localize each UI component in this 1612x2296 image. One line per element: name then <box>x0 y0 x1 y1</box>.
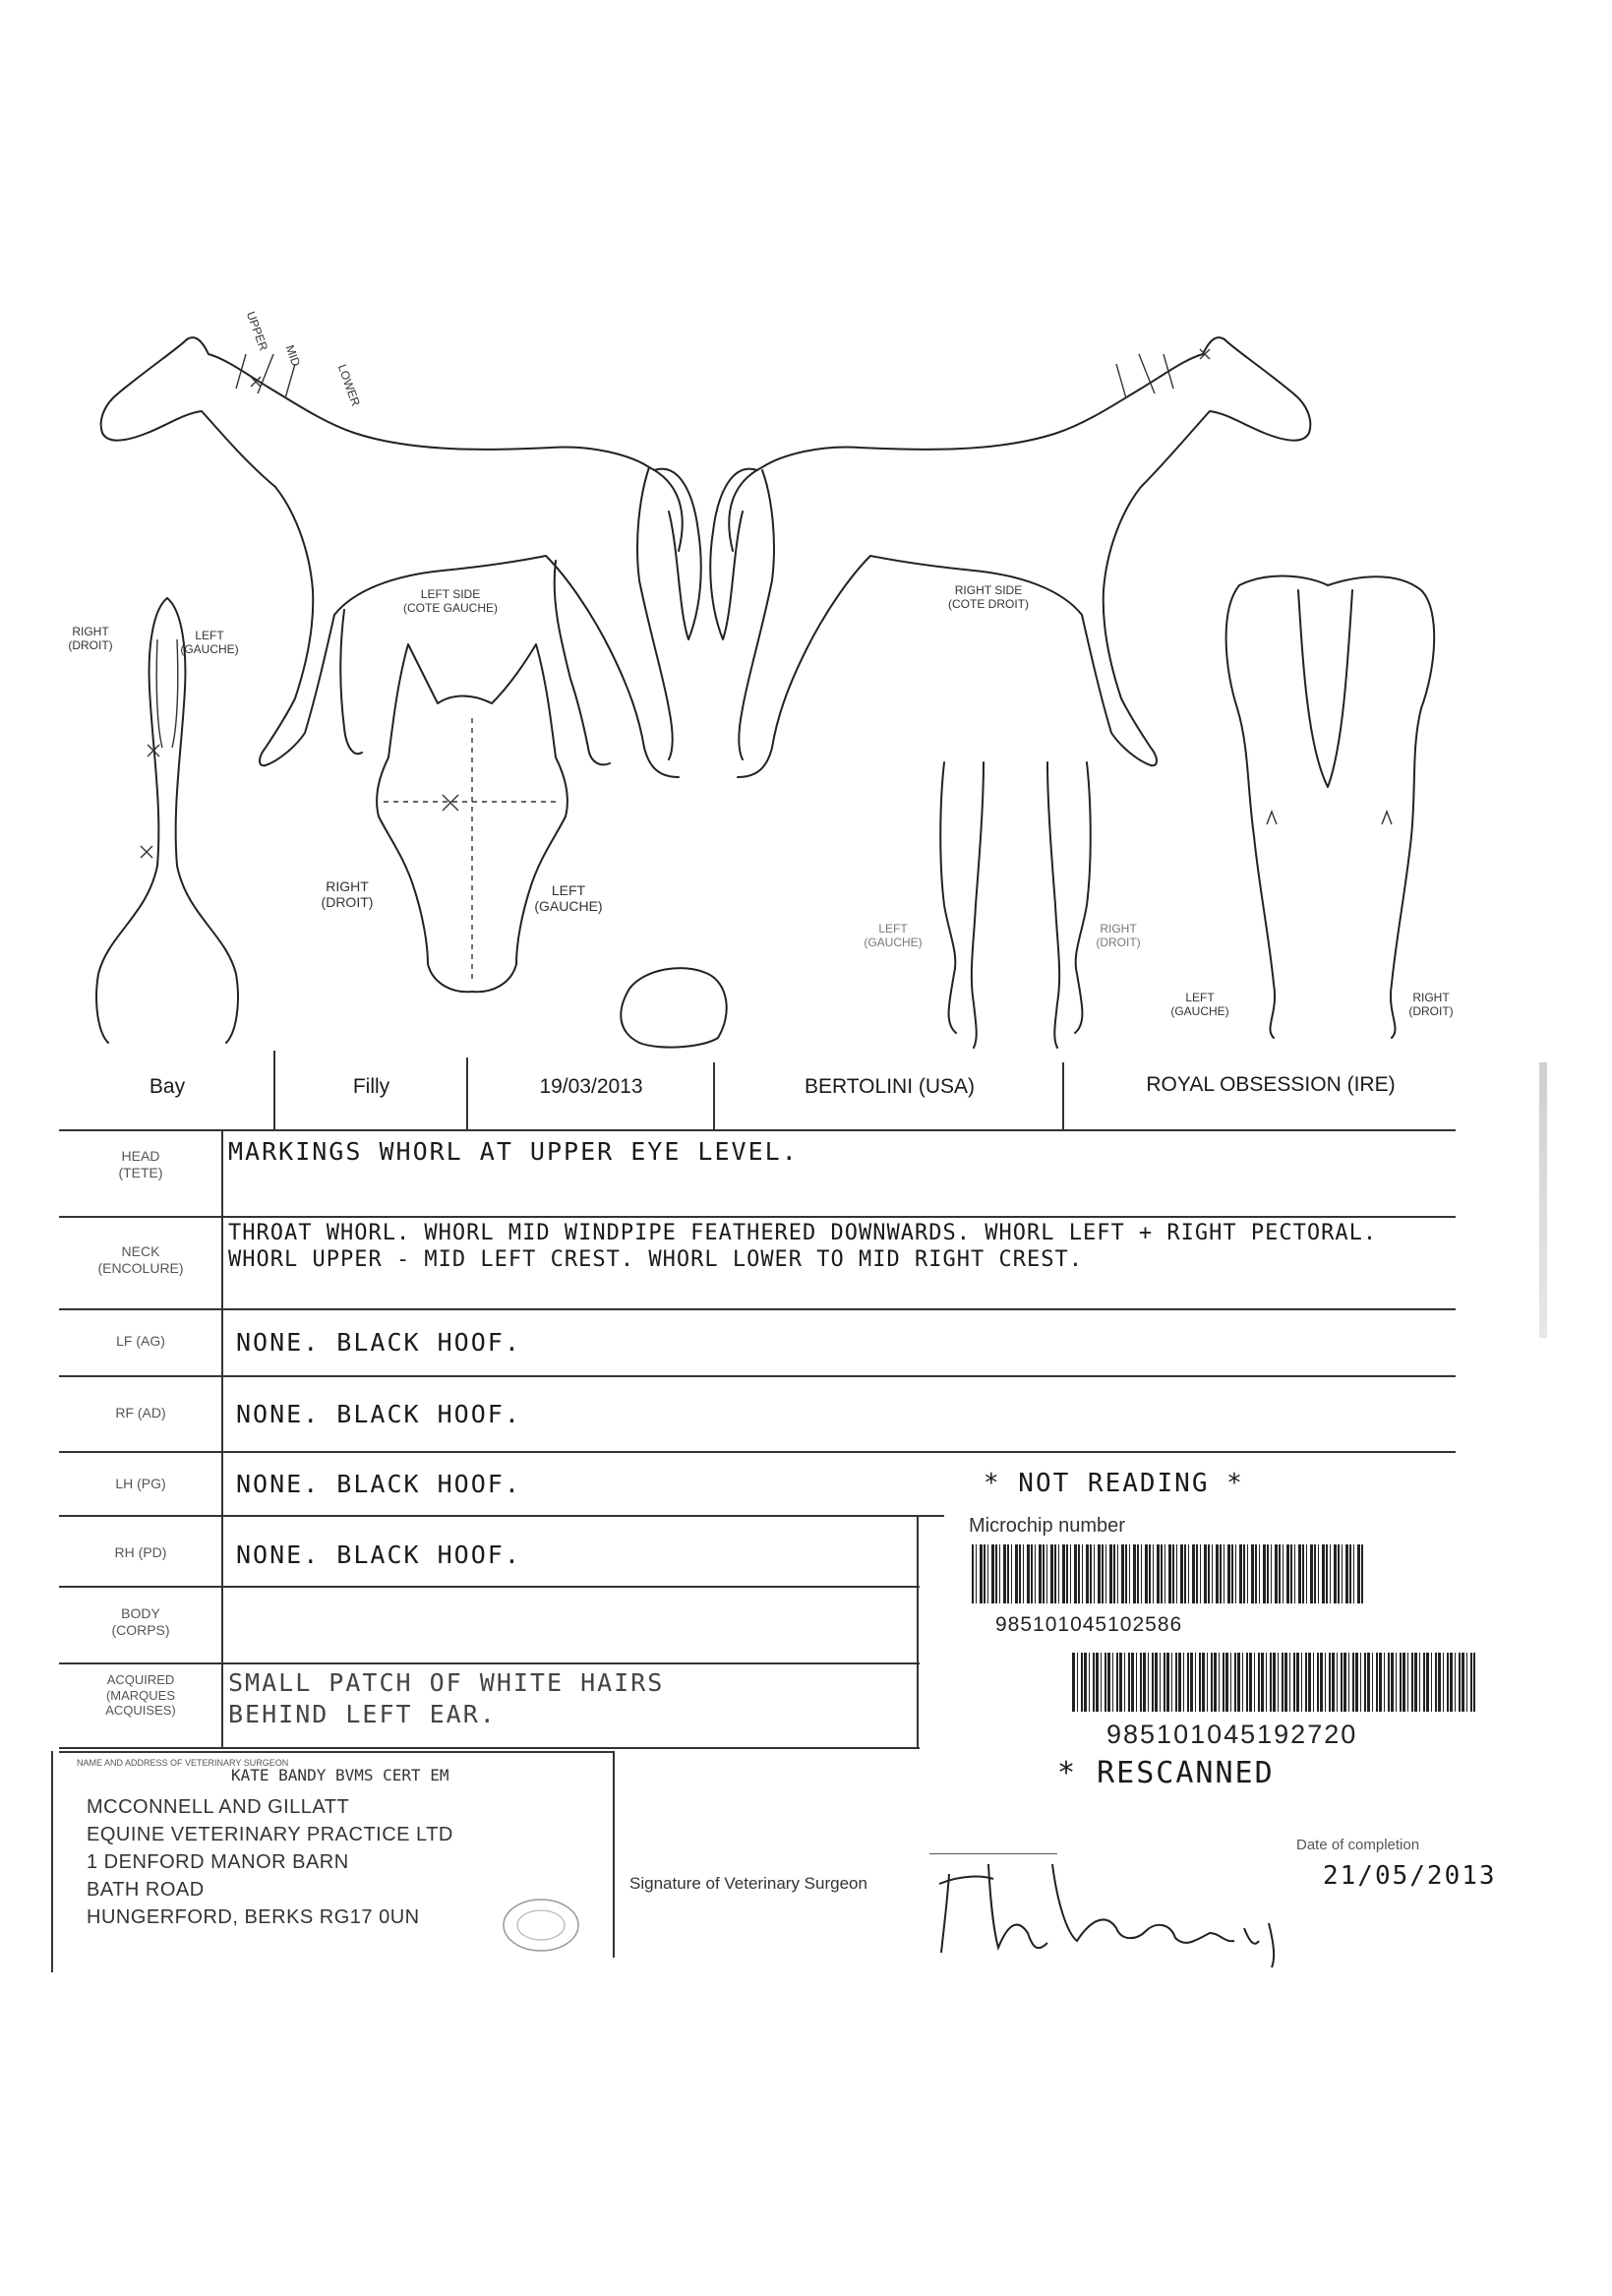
rh-row-label: RH (PD) <box>114 1544 167 1560</box>
microchip-barcode-1 <box>972 1544 1365 1603</box>
dob-value: 19/03/2013 <box>539 1075 643 1098</box>
rf-row-text: NONE. BLACK HOOF. <box>236 1400 521 1428</box>
left-side-horse-drawing <box>101 337 701 777</box>
practice-address <box>87 1793 453 1931</box>
practice-stamp <box>497 1894 585 1958</box>
head-left-label: LEFT (GAUCHE) <box>534 882 603 915</box>
microchip-barcode-2 <box>1072 1653 1475 1712</box>
lf-row-label: LF (AG) <box>116 1333 165 1349</box>
signature-label: Signature of Veterinary Surgeon <box>629 1874 867 1893</box>
horse-outline-diagram <box>0 0 1612 1062</box>
hindquarters-drawing <box>1226 576 1435 1038</box>
date-of-completion-value: 21/05/2013 <box>1323 1861 1497 1891</box>
rear-right-label: RIGHT (DROIT) <box>1408 991 1454 1018</box>
practice-line-5: HUNGERFORD, BERKS RG17 0UN <box>87 1906 420 1928</box>
left-side-label: LEFT SIDE (COTE GAUCHE) <box>403 587 498 615</box>
practice-line-1: MCCONNELL AND GILLATT <box>87 1796 350 1818</box>
microchip-number-2: 985101045192720 <box>1106 1720 1358 1749</box>
body-row-label: BODY (CORPS) <box>111 1605 170 1638</box>
front-right-label: RIGHT (DROIT) <box>1096 922 1141 949</box>
neck-left-label: LEFT (GAUCHE) <box>180 629 239 656</box>
neck-lower-label: LOWER <box>334 362 363 408</box>
acquired-row-label: ACQUIRED (MARQUES ACQUISES) <box>105 1672 176 1719</box>
practice-line-2: EQUINE VETERINARY PRACTICE LTD <box>87 1824 453 1845</box>
microchip-label: Microchip number <box>969 1515 1125 1537</box>
sex-value: Filly <box>352 1075 390 1098</box>
scan-edge-mark <box>1539 1062 1547 1338</box>
sire-value: BERTOLINI (USA) <box>804 1075 976 1098</box>
practice-line-4: BATH ROAD <box>87 1879 205 1901</box>
head-row-label: HEAD (TETE) <box>118 1148 163 1180</box>
microchip-number-1: 985101045102586 <box>995 1613 1183 1636</box>
right-side-label: RIGHT SIDE (COTE DROIT) <box>948 583 1029 611</box>
muzzle-drawing <box>621 968 726 1047</box>
head-front-drawing <box>377 644 567 992</box>
neck-row-label: NECK (ENCOLURE) <box>97 1243 184 1276</box>
neck-upper-label: UPPER <box>243 309 271 353</box>
lh-row-label: LH (PG) <box>115 1476 166 1491</box>
neck-row-text: THROAT WHORL. WHORL MID WINDPIPE FEATHERED DOWNWARDS. WHORL LEFT + RIGHT PECTORAL. WHORL UPPER - MID LEFT CREST. WHORL LOWER TO MID RIGHT CREST. <box>228 1221 1378 1272</box>
vet-section-heading: NAME AND ADDRESS OF VETERINARY SURGEON <box>77 1758 289 1768</box>
neck-underside-drawing <box>96 598 238 1043</box>
dam-value: ROYAL OBSESSION (IRE) <box>1146 1073 1396 1096</box>
lf-row-text: NONE. BLACK HOOF. <box>236 1328 521 1357</box>
front-left-label: LEFT (GAUCHE) <box>864 922 923 949</box>
microchip-rescan-note: * RESCANNED <box>1057 1756 1275 1790</box>
rh-row-text: NONE. BLACK HOOF. <box>236 1541 521 1569</box>
acquired-row-text: SMALL PATCH OF WHITE HAIRS BEHIND LEFT EAR. <box>228 1668 665 1728</box>
colour-value: Bay <box>149 1075 186 1098</box>
front-legs-drawing <box>940 762 1091 1048</box>
vet-name: KATE BANDY BVMS CERT EM <box>231 1766 449 1784</box>
right-side-horse-drawing <box>710 337 1310 777</box>
head-right-label: RIGHT (DROIT) <box>321 878 374 911</box>
rear-left-label: LEFT (GAUCHE) <box>1170 991 1229 1018</box>
rf-row-label: RF (AD) <box>115 1405 166 1420</box>
neck-mid-label: MID <box>282 342 304 369</box>
lh-row-text: NONE. BLACK HOOF. <box>236 1470 521 1498</box>
microchip-not-reading-note: * NOT READING * <box>984 1469 1244 1498</box>
date-of-completion-label: Date of completion <box>1296 1837 1420 1853</box>
head-row-text: MARKINGS WHORL AT UPPER EYE LEVEL. <box>228 1137 799 1166</box>
neck-right-label: RIGHT (DROIT) <box>68 625 113 652</box>
practice-line-3: 1 DENFORD MANOR BARN <box>87 1851 349 1873</box>
